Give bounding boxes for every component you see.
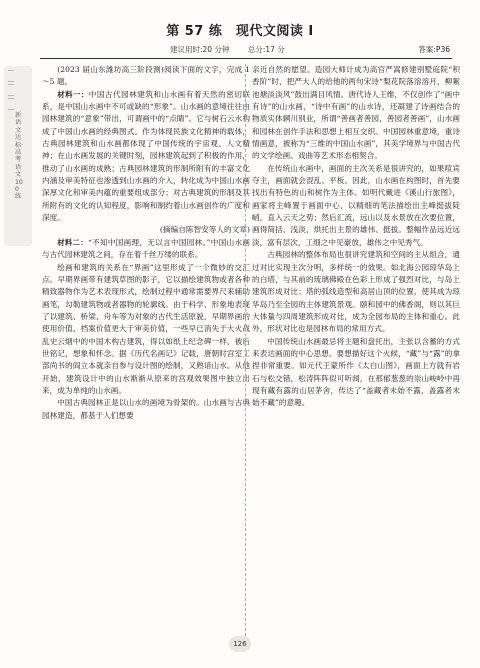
suggested-time: 建议用时:20 分钟	[170, 45, 230, 54]
answer-reference: 答案:P36	[418, 45, 450, 54]
stripe-decoration-icon	[8, 84, 14, 96]
material-two-label: 材料二：	[57, 237, 88, 247]
paragraph: 古典园林的整体布局也很讲究建筑和空间的主从组合，通过对比实现主次分明，多样统一的效果。如北海公园琼华岛上的白塔，与其前的琉璃佛殿在色彩上形成了强烈对比，与岛上建筑形成对比；塔的弧线造型和高居山顶的位置，使其成为琼华岛乃至全园的主体建筑景观。颐和园中的佛香阁，则以其巨大体量与四周建筑形成对比，成为全园布局的主体和重心。此外，形状对比也是园林布局的常用方式。	[252, 250, 460, 334]
paragraph: 亲近自然的愿望。造园大师计成为高官严嵩修建别墅庭院“积香阶”时，把严大人的给他的两句宋诗“梨花院落溶溶月，柳絮池塘淡淡风”鼓出满目风情。唐代诗人王维，不仅创作了“画中有诗”的山水画，“诗中有画”的山水诗，还凝建了诗画结合的物质实体辋川别业，所谓“善画者善园，善园者善画”，山水画和园林在创作手法和思想上相互交织。中国园林重意境，重诗情画意，被称为“三维的中国山水画”，其美学境界与中国古代的文学绘画、戏曲等艺术形态相契合。	[252, 65, 460, 161]
paragraph: 在传统山水画中，画面的主次关系是很讲究的，如果喧宾夺主，画面就会混乱、平板。因此，山水画在构图时，首先要找出有特色的山和树作为主体。如明代戴进《溪山行旅图》，画家将主峰置于画面中心，以精细的笔法描绘出主峰挺拔陡峭，直入云天之势；然后汇流，远山以及水景放在次要位置，画得简括、浅淡，烘托出主景的雄伟、挺拔。整幅作品远近远淡，富有层次，工细之中见豪放，雄伟之中见秀气。	[252, 163, 460, 247]
paragraph: 绘画和建筑的关系在“界画”这里形成了一个微妙的交汇点。早期界画带有建筑草图的影子，它以描绘建筑物或者各种精致器物作为艺术表现形式，绘制过程中通常需要界尺来辅助画笔，勾勒建筑物或者器物的轮廓线。由于科学、形象地表现了以建筑、桥梁、舟车等为对象的古代生活原貌，早期界画的使用价值、档案价值更大于审美价值，一些早已消失于大火战乱史云烟中的中国木构古建筑，得以如纸上纪念碑一样，被后世铭记，想象和怀念。据《历代名画记》记载，唐朝时宫室工部尚书的阎立本就亲自参与设计图的绘制，又熟谙山水。从他开始，建筑设计中的山水渐渐从原来的宫观效果图中独立出来，成为单纯的山水画。	[42, 262, 250, 395]
left-column	[42, 64, 250, 422]
right-column	[252, 64, 460, 410]
paragraph: 中国传统山水画最忌将主题和盘托出，主张以含蓄的方式来表达画面的中心思想。要想描好这个火候，“藏”与“露”的拿捏非常重要。如元代王蒙所作《太白山图》，画面上方就有岩石与松交错，松涛阵阵似可听闻，在那郁葱葱的崇山峻岭中再现有藏有露的山居茅舍，传达了“盖藏者未始不露，盖露者未始不藏”的意趣。	[252, 336, 460, 408]
page-title: 第 57 练 现代文阅读 I	[166, 24, 314, 39]
total-score: 总分:17 分	[247, 45, 285, 54]
question-intro: (2023 届山东潍坊高三阶段测)阅读下面的文字，完成 1～5 题。	[42, 65, 250, 87]
page-number: 126	[229, 636, 251, 652]
exercise-meta	[170, 44, 301, 55]
material-one-label: 材料一：	[57, 89, 89, 99]
stripe-decoration-icon	[8, 98, 14, 110]
sidebar-series-label: 新语文达标·高考语文 100 练	[15, 112, 24, 201]
stripe-decoration-icon	[8, 70, 14, 82]
column-divider	[245, 64, 246, 636]
header-rule	[40, 58, 452, 59]
material-one-paragraph: 材料一：中国古代园林建筑和山水画有着天然的密切联系，是中国山水画中不可或缺的“形象”。山水画的意境往往由园林建筑的“意象”带出，可谓画中的“点睛”。它与树石云水构成了中国山水画的经典图式。作为体现民族文化精神的载体，古典园林建筑和山水画都体现了中国传统的宇宙观、人文精神；在山水画发展的关键时刻，园林建筑起到了积极的作用，推动了山水画的成熟；古典园林建筑的形制所附有的丰富文化内涵及审美特征也渗透到山水画的介入，转化成为中国山水画深厚文化和审美内蕴的重要组成部分；对古典建筑的形制及其所附有的文化的认知程度，影响和制约着山水画创作的广度和深度。	[42, 89, 251, 223]
paragraph: 中国古典园林正是以山水的画境为骨架的。山水画与古典园林建造，都基于人们想要	[42, 398, 250, 420]
material-one-source: (摘编自陈智安等人的文章)	[159, 225, 250, 235]
material-two-paragraph: 材料二：“不知中国画理，无以言中国园林。”中国山水画与古代园林建筑之间，存在着千丝万缕的联系。	[42, 237, 251, 260]
